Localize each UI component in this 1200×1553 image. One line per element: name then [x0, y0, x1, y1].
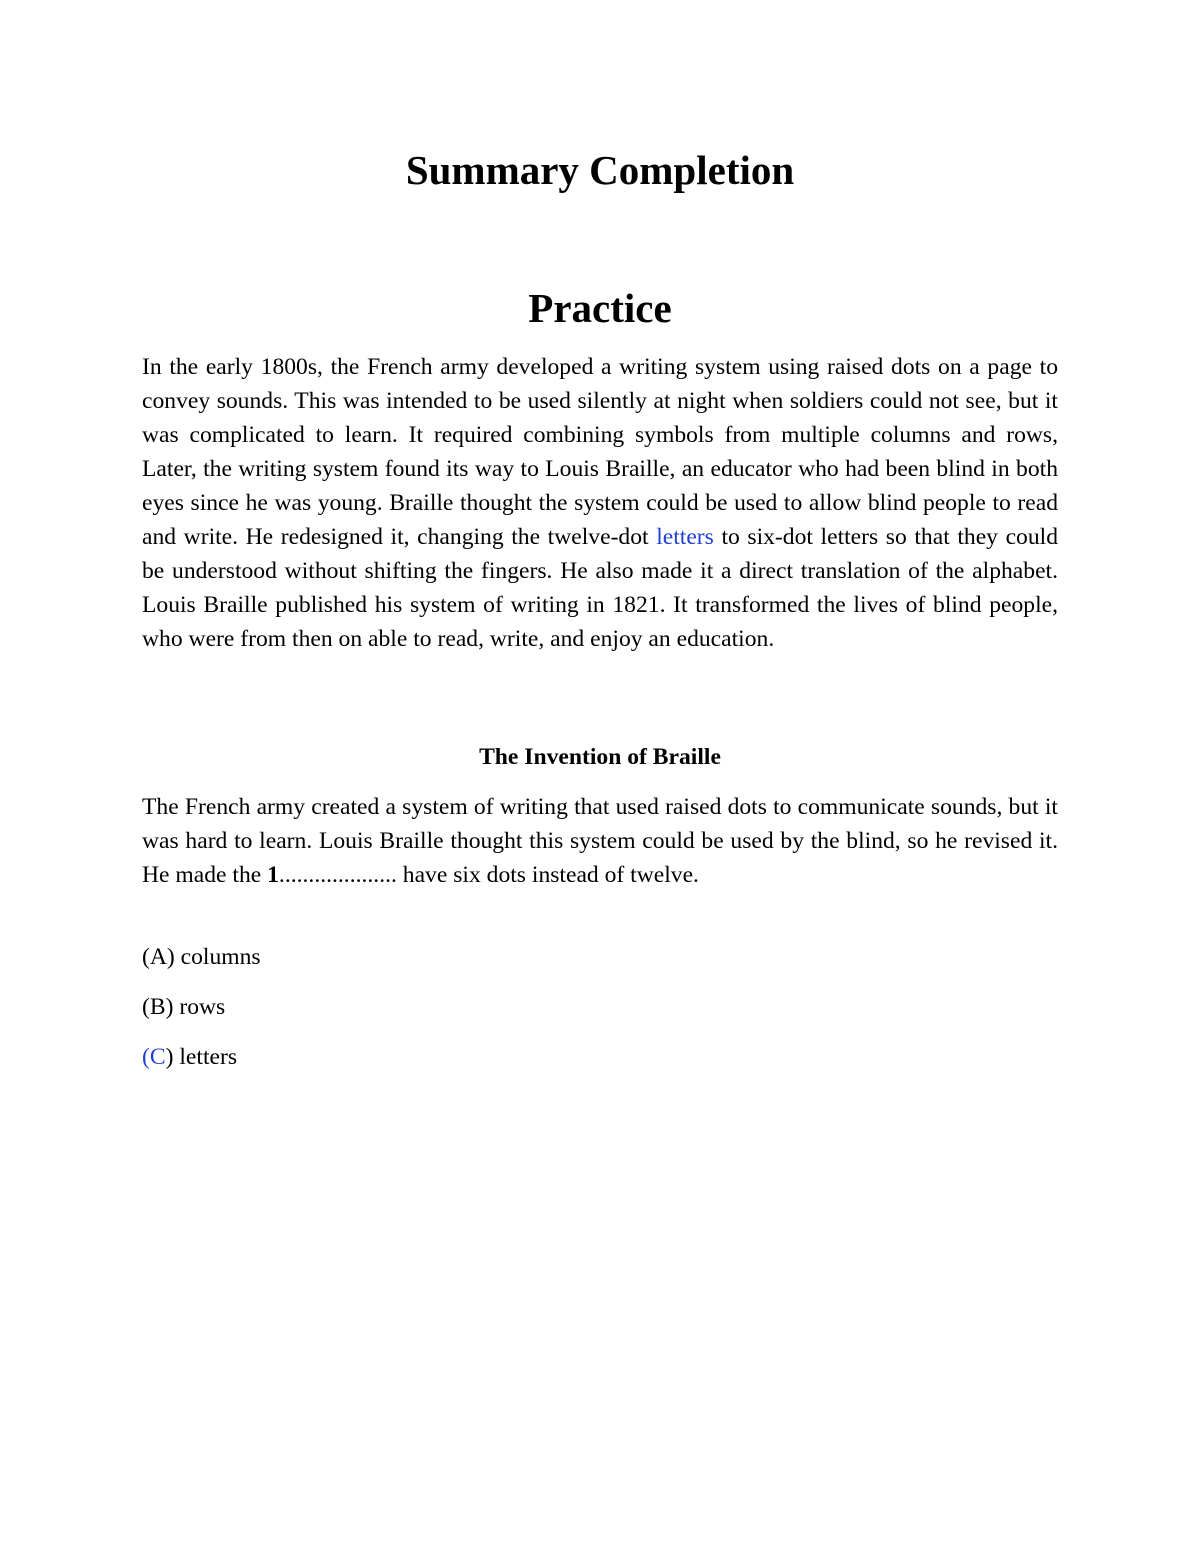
option-letter: A [149, 944, 167, 970]
section-title-practice: Practice [528, 285, 672, 331]
option-paren-close: ) [165, 1044, 174, 1070]
passage-highlighted-answer: letters [656, 524, 714, 550]
answer-option-b [142, 992, 1058, 1022]
blank-number: 1 [267, 862, 279, 888]
summary-heading: The Invention of Braille [479, 744, 721, 770]
passage-text-before: In the early 1800s, the French army developed a writing system using raised dots on a page to convey sounds. This was intended to be used silently at night when soldiers could not see, but it was complicated to learn. It required combining symbols from multiple columns and rows, Later, the writing system found its way to Louis Braille, an educator who had been blind in both eyes since he was young. Braille thought the system could be used to allow blind people to read and write. He redesigned it, changing the twelve-dot [142, 354, 1058, 550]
option-text: letters [173, 1044, 238, 1070]
answer-option-a [142, 942, 1058, 972]
option-letter-correct: C [149, 1044, 166, 1070]
summary-paragraph [142, 790, 1058, 892]
option-paren-close: ) [165, 994, 174, 1020]
summary-text-after: have six dots instead of twelve. [396, 862, 699, 888]
option-text: columns [174, 944, 261, 970]
option-paren-open: ( [142, 994, 150, 1020]
option-letter: B [149, 994, 166, 1020]
option-paren-open: ( [142, 944, 150, 970]
page-title: Summary Completion [405, 147, 795, 193]
answer-blank: .................... [278, 862, 397, 888]
option-paren-open: ( [142, 1044, 150, 1070]
passage-text-after: to six-dot letters so that they could be understood without shifting the fingers. He also made it a direct translation of the alphabet. Louis Braille published his system of writing in 1821. It transformed the lives of blind people, who were from then on able to read, write, and enjoy an education. [142, 524, 1058, 652]
option-text: rows [173, 994, 226, 1020]
option-paren-close: ) [166, 944, 175, 970]
reading-passage [142, 350, 1058, 656]
answer-option-c [142, 1042, 1058, 1072]
summary-text-before: The French army created a system of writing that used raised dots to communicate sounds, but it was hard to learn. Louis Braille thought this system could be used by the blind, so he revised it. He made the [142, 794, 1058, 888]
